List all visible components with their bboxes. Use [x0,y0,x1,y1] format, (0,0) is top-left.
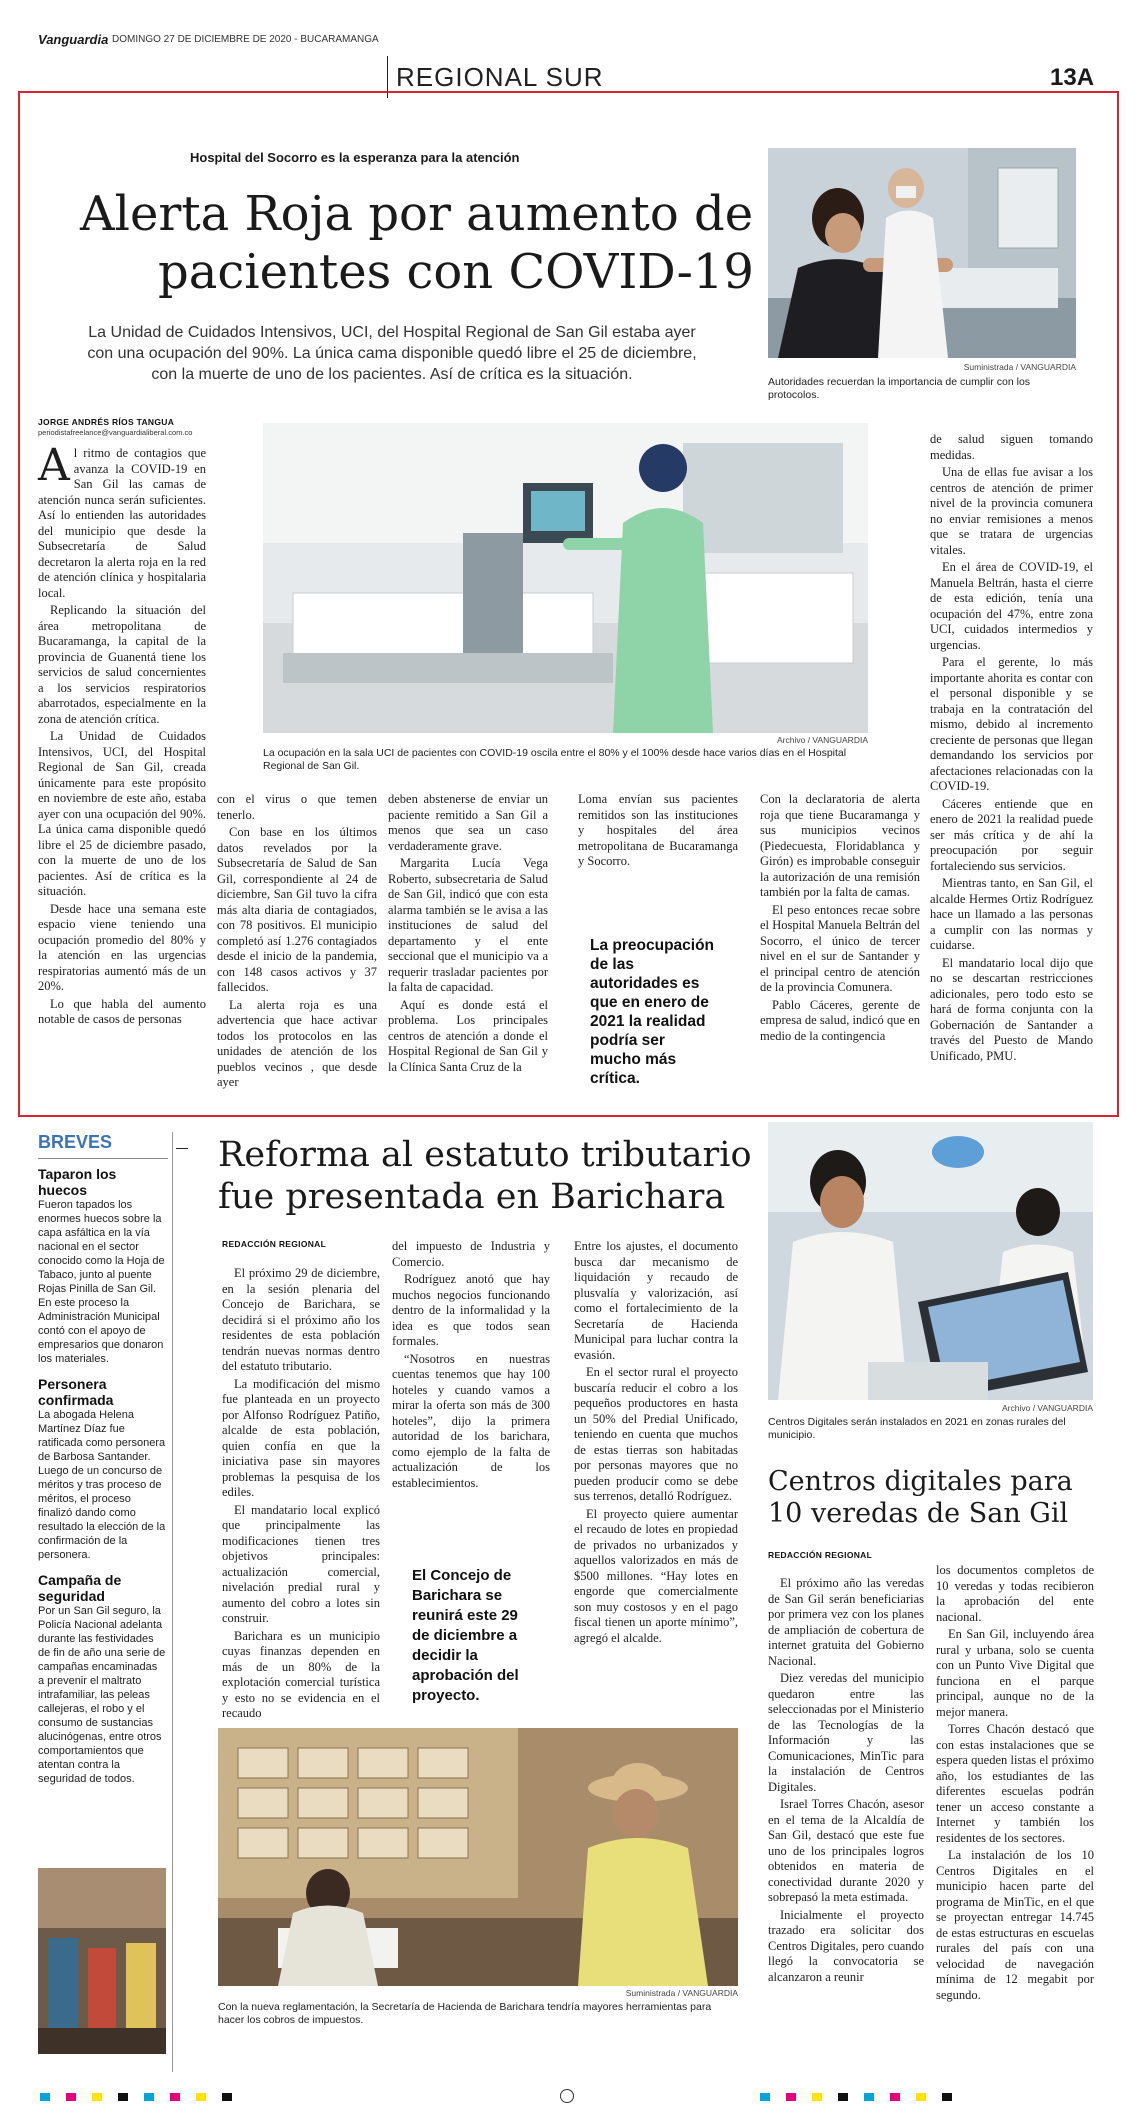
story3-col-2 [936,1563,1094,2073]
story3-col1-p2: Diez veredas del municipio quedaron entre las seleccionadas por el Ministerio de las Tecnologías de la Información y las Comunicaciones, MinTic para la instalación de Centros Digitales. [768,1671,924,1794]
lead-col5-p2: El peso entonces recae sobre el Hospital Manuela Beltrán del Socorro, el único de tercer nivel en el sur de Santander y el principal centro de atención de la provincia Comunera. [760,902,920,994]
story2-col-1 [222,1266,380,1720]
briefs-list [38,1158,166,1858]
lead-col3-p3: Aquí es donde está el problema. Los principales centros de atención a donde el Hospital Regional de San Gil y la Clínica Santa Cruz de la [388,997,548,1074]
story2-col1-p1: El próximo 29 de diciembre, en la sesión plenaria del Concejo de Barichara, se decidirá si el próximo año los residentes de esta población tendrán nuevas normas dentro del estatuto tributario. [222,1266,380,1373]
lead-col1-p3: La Unidad de Cuidados Intensivos, UCI, del Hospital Regional de San Gil, creada únicamente para este propósito en noviembre de este año, estaba ayer con una ocupación del 90%. La única cama disponible quedó libre el 25 de diciembre pasado, con la muerte de uno de los pacientes. Así de crítica es la situación. [38,729,206,898]
lead-headline-2: pacientes con COVID-19 [158,244,754,300]
photo-barichara-caption: Con la nueva reglamentación, la Secretaría de Hacienda de Barichara tendría mayores herramientas para hacer los cobros de impuestos. [218,2001,712,2026]
story3-col-1 [768,1576,924,2072]
story2-col1-p2: La modificación del mismo fue planteada en un proyecto por Alfonso Rodríguez Patiño, alcalde de esta población, quien confía en que la iniciativa pase sin mayores problemas la pesquisa de los ediles. [222,1376,380,1499]
lead-col-5 [760,792,920,1112]
photo-digital-center [768,1122,1093,1400]
lead-col6-p1: de salud siguen tomando medidas. [930,432,1093,462]
lead-col1-p1: l ritmo de contagios que avanza la COVID-19 en San Gil las camas de atención nunca serán suficientes. Así lo entienden las autoridades del municipio que desde la Subsecretaría de Salud decretaron la alerta roja en la red de atención clínica y hospitalaria local. [38,446,206,600]
brief-item [38,1166,166,1366]
lead-col2-p2: Con base en los últimos datos revelados por la Subsecretaría de Salud de San Gil, correspondiente al 24 de diciembre, San Gil tuvo la cifra más alta diaria de contagiados, con 78 positivos. El municipio completó así 1.276 contagiados desde el inicio de la pandemia, con 148 casos activos y 37 fallecidos. [217,825,377,994]
photo-barichara-office [218,1728,738,1986]
story2-col3-p1: Entre los ajustes, el documento busca dar mecanismo de liquidación y recaudo de plusvalía y valorización, así como el fortalecimiento de la Secretaría de Hacienda Municipal para luchar contra la evasión. [574,1239,738,1362]
lead-col6-p7: El mandatario local dijo que no se descartan restricciones adicionales, pero todo esto se hará de forma conjunta con la Gobernación de Santander a través del Puesto de Mando Unificado, PMU. [930,955,1093,1063]
photo-handwashing [768,148,1076,358]
story2-headline-2: fue presentada en Barichara [218,1177,726,1217]
story2-col-3 [574,1239,738,1719]
brief-text: La abogada Helena Martínez Díaz fue ratificada como personera de Barbosa Santander. Luego de un concurso de méritos y tras proceso de méritos, el proceso finalizó dando como resultado la elección de la confirmación de la personera. [38,1409,166,1561]
lead-col5-p1: Con la declaratoria de alerta roja que tiene Bucaramanga y sus municipios vecinos (Piedecuesta, Floridablanca y Girón) es improbable conseguir la autorización de una remisión también por la falta de camas. [760,792,920,899]
story2-byline: REDACCIÓN REGIONAL [222,1239,327,1249]
brief-title: Taparon los huecos [38,1166,117,1198]
section-title: REGIONAL SUR [396,62,604,92]
brief-title: Personera confirmada [38,1376,114,1408]
lead-col3-p2: Margarita Lucía Vega Roberto, subsecretaria de Salud de San Gil, indicó que con esta alarma también se le avisa a las instituciones de salud del departamento y el ente seccional que el municipio va a requerir trasladar pacientes por la falta de capacidad. [388,856,548,994]
story2-col1-p3: El mandatario local explicó que principalmente las modificaciones tienen tres objetivos principales: actualización comercial, nivelación predial rural y aumento del cobro a lotes sin construir. [222,1502,380,1625]
lead-col-4 [578,792,738,922]
photo-uci-caption: La ocupación en la sala UCI de pacientes con COVID-19 oscila entre el 80% y el 100% desde hace varios días en el Hospital Regional de San Gil. [263,747,847,772]
story3-col2-p1: los documentos completos de 10 veredas y todas recibieron la aprobación del ente nacional. [936,1563,1094,1624]
brief-title: Campaña de seguridad [38,1572,122,1604]
lead-headline-1: Alerta Roja por aumento de [80,186,754,242]
lead-col5-p3: Pablo Cáceres, gerente de empresa de salud, indicó que en medio de la contingencia [760,997,920,1043]
story2-col1-p4: Barichara es un municipio cuyas finanzas dependen en más de un 80% de la explotación comercial turística y esto no se evidencia en el recaudo [222,1628,380,1720]
lead-deck: La Unidad de Cuidados Intensivos, UCI, del Hospital Regional de San Gil estaba ayer con una ocupación del 90%. La única cama disponible quedó libre el 25 de diciembre, con la muerte de uno de los pacientes. Así de crítica es la situación. [87,324,697,383]
masthead-logo: Vanguardia [38,32,109,47]
brief-text: Por un San Gil seguro, la Policía Nacional adelanta durante las festividades de fin de año una serie de campañas encaminadas a prevenir el maltrato intrafamiliar, las peleas callejeras, el robo y el consumo de sustancias alucinógenas, entre otros comportamientos que atentan contra la seguridad de todos. [38,1605,166,1785]
lead-col-2 [217,792,377,1112]
story2-pull-quote: El Concejo de Barichara se reunirá este 29 de diciembre a decidir la aprobación del proyecto. [412,1567,519,1704]
briefs-label: BREVES [38,1132,113,1152]
story3-col1-p4: Inicialmente el proyecto trazado era solicitar dos Centros Digitales, pero cuando llegó la convocatoria se alcanzaron a reunir [768,1907,924,1984]
story2-col2-p1: del impuesto de Industria y Comercio. [392,1239,550,1269]
lead-col-3 [388,792,548,1112]
story3-byline: REDACCIÓN REGIONAL [768,1550,873,1560]
photo-handwashing-credit: Suministrada / VANGUARDIA [963,362,1076,372]
photo-barichara-credit: Suministrada / VANGUARDIA [625,1988,738,1998]
story3-headline-2: 10 veredas de San Gil [768,1498,1069,1529]
brief-text: Fueron tapados los enormes huecos sobre la capa asfáltica en la vía nacional en el sector conocido como la Hoja de Tabaco, junto al puente Rojas Pinilla de San Gil. En este proceso la Administración Municipal contó con el apoyo de empresarios que donaron los materiales. [38,1199,165,1365]
registration-mark [560,2089,574,2103]
lead-col6-p3: En el área de COVID-19, el Manuela Beltrán, hasta el cierre de esta edición, tenía una ocupación del 47%, entre zona UCI, cuidados intermedios y urgencias. [930,560,1093,652]
story2-col2-p3: “Nosotros en nuestras cuentas tenemos que hay 100 hoteles y cuando vamos a mirar la oferta son más de 300 hoteles”, dijo la primera autoridad de los barichara, como ejemplo de la falta de actualización de los establecimientos. [392,1351,550,1490]
lead-col-6 [930,432,1093,1112]
story2-rule [176,1148,188,1149]
story3-col2-p3: Torres Chacón destacó que con estas instalaciones que se espera queden listas el próximo año, los estudiantes de las diferentes escuelas podrán tener un acceso constante a Internet y también los residentes de los sectores. [936,1722,1094,1845]
lead-kicker: Hospital del Socorro es la esperanza para la atención [190,150,520,165]
lead-col6-p6: Mientras tanto, en San Gil, el alcalde Hermes Ortiz Rodríguez hace un llamado a las personas a cumplir con las normas y cuidarse. [930,876,1093,952]
lead-col6-p5: Cáceres entiende que en enero de 2021 la realidad puede ser más crítica y de ahí la preocupación por seguir fortaleciendo sus servicios. [930,796,1093,873]
story3-headline-1: Centros digitales para [768,1466,1073,1497]
story3-col1-p1: El próximo año las veredas de San Gil serán beneficiarias por primera vez con los planes de ampliación de cobertura de internet gratuita del Gobierno Nacional. [768,1576,924,1668]
color-bar-left [40,2093,260,2101]
lead-col6-p4: Para el gerente, lo más importante ahorita es contar con el personal disponible y se trabaja en la contratación del mismo, debido al incremento creciente de personas que llegan demandando los servicios por afectaciones relacionadas con la COVID-19. [930,655,1093,793]
lead-byline: JORGE ANDRÉS RÍOS TANGUA [38,417,175,427]
lead-col3-p1: deben abstenerse de enviar un paciente remitido a San Gil a menos que sea un caso verdaderamente grave. [388,792,548,853]
story3-col2-p2: En San Gil, incluyendo área rural y urbana, solo se cuenta con un Punto Vive Digital que funciona en el parque principal, aunque no de la mejor manera. [936,1627,1094,1719]
photo-digital-credit: Archivo / VANGUARDIA [1001,1403,1093,1413]
briefs-column-rule [172,1132,173,2072]
lead-col6-p2: Una de ellas fue avisar a los centros de atención de primer nivel de la provincia comunera no enviar remisiones a menos que se tratara de urgencias vitales. [930,465,1093,557]
story2-col-2 [392,1239,550,1509]
lead-byline-email: periodistafreelance@vanguardialiberal.com.co [38,428,193,437]
photo-uci [263,423,868,733]
lead-col4-p1: Loma envían sus pacientes remitidos son las instituciones y hospitales del área metropolitana de Bucaramanga y Socorro. [578,792,738,868]
dateline: DOMINGO 27 DE DICIEMBRE DE 2020 - BUCARAMANGA [112,34,379,45]
lead-col1-p4: Desde hace una semana este espacio viene teniendo una ocupación promedio del 80% y la atención en las urgencias respiratorias aumentó más de un 20%. [38,901,206,993]
story2-headline-1: Reforma al estatuto tributario [218,1135,752,1175]
photo-uci-credit: Archivo / VANGUARDIA [776,735,868,745]
brief-item [38,1572,166,1786]
photo-digital-caption: Centros Digitales serán instalados en 2021 en zonas rurales del municipio. [768,1416,1066,1441]
color-bar-right [760,2093,1080,2101]
lead-col1-p2: Replicando la situación del área metropolitana de Bucaramanga, la capital de la provincia de Guanentá tiene los servicios de salud concernientes a los servicios respiratorios abarrotados, especialmente en la zona de atención crítica. [38,603,206,726]
page-number: 13A [1050,64,1095,91]
lead-col-1 [38,440,206,1111]
brief-item [38,1376,166,1562]
story3-col1-p3: Israel Torres Chacón, asesor en el tema de la Alcaldía de San Gil, destacó que este fue uno de los principales logros obtenidos en materia de conectividad durante 2020 y sobrepasó la meta estimada. [768,1797,924,1904]
lead-pull-quote: La preocupación de las autoridades es que en enero de 2021 la realidad podría ser mucho más crítica. [590,937,715,1087]
lead-col2-p1: con el virus o que temen tenerlo. [217,792,377,822]
photo-handwashing-caption: Autoridades recuerdan la importancia de cumplir con los protocolos. [768,376,1031,401]
drop-cap: A [38,440,70,491]
story2-col3-p3: El proyecto quiere aumentar el recaudo de lotes en propiedad de privados no urbanizados y aquellos valorizados en más de $500 millones. “Hay lotes en engorde que comercialmente son muy costosos y en el pago fiscal tienen un aporte mínimo”, agregó el alcalde. [574,1506,738,1645]
photo-briefs-market [38,1868,166,2054]
story2-col2-p2: Rodríguez anotó que hay muchos negocios funcionando dentro de la informalidad y la idea es que todos sean formales. [392,1272,550,1348]
lead-col1-p5: Lo que habla del aumento notable de casos de personas [38,996,206,1026]
story3-col2-p4: La instalación de los 10 Centros Digitales en el municipio hacen parte del programa de MinTic, en el que se proyectan entregar 14.745 de estas estructuras en escuelas rurales del país con una velocidad de navegación mínima de 12 megabit por segundo. [936,1848,1094,2002]
story2-col3-p2: En el sector rural el proyecto buscaría reducir el cobro a los pequeños productores en hasta un 50% del Predial Unificado, teniendo en cuenta que muchos de estas tierras son habitadas por personas mayores que no pueden producir como se debe sus terrenos, detalló Rodríguez. [574,1365,738,1503]
lead-col2-p3: La alerta roja es una advertencia que hace activar todos los protocolos en las unidades de atención de los pueblos vecinos , que desde ayer [217,997,377,1089]
